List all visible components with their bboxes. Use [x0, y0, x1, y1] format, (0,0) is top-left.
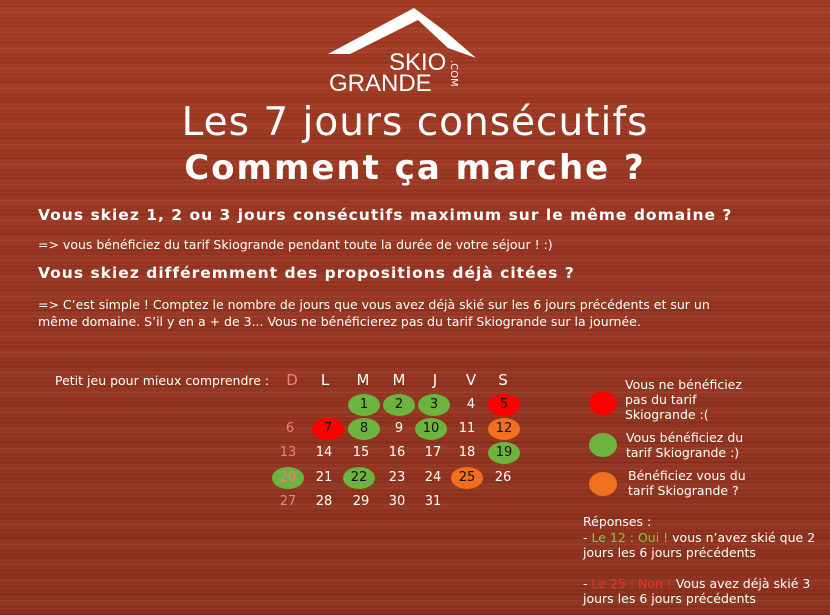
- legend-red-dot: [589, 391, 617, 415]
- calendar-day[interactable]: 11: [458, 421, 476, 436]
- day-header-s: S: [498, 371, 508, 389]
- day-header-l: L: [320, 371, 330, 389]
- answer-2: => C’est simple ! Comptez le nombre de jours que vous avez déjà skié sur les 6 jours précédents et sur un même domaine. S’il y en a + de 3... Vous ne bénéficierez pas du tarif Skiogrande sur la journée.: [38, 297, 710, 329]
- calendar-day[interactable]: 14: [315, 445, 333, 460]
- calendar-day[interactable]: 3: [418, 394, 450, 416]
- calendar-day[interactable]: 16: [388, 445, 406, 460]
- day-header-v: V: [465, 371, 477, 389]
- calendar-day[interactable]: 6: [285, 421, 295, 436]
- calendar-day[interactable]: 15: [352, 445, 370, 460]
- logo-text-skio: SKIO: [389, 49, 447, 76]
- response-2-prefix: -: [583, 575, 592, 591]
- calendar-day[interactable]: 8: [348, 418, 380, 440]
- question-2: Vous skiez différemment des propositions déjà citées ?: [38, 264, 575, 282]
- calendar-day[interactable]: 2: [383, 394, 415, 416]
- logo-text-grande: GRANDE: [329, 70, 432, 97]
- calendar-day[interactable]: 7: [312, 418, 344, 440]
- calendar-day[interactable]: 17: [424, 445, 442, 460]
- calendar-day[interactable]: 5: [488, 394, 520, 416]
- calendar-day[interactable]: 23: [388, 470, 406, 485]
- calendar-day[interactable]: 24: [424, 470, 442, 485]
- response-2: [583, 576, 830, 607]
- response-1-text: vous n’avez skié que 2 jours les 6 jours précédents: [583, 529, 816, 560]
- calendar-day[interactable]: 10: [415, 418, 447, 440]
- game-label: Petit jeu pour mieux comprendre :: [55, 373, 270, 388]
- calendar-day[interactable]: 4: [466, 397, 476, 412]
- legend-orange-dot: [589, 472, 617, 496]
- calendar-day[interactable]: 18: [458, 445, 476, 460]
- responses-title: Réponses :: [583, 514, 652, 529]
- calendar-day[interactable]: 13: [279, 445, 297, 460]
- calendar-day[interactable]: 19: [488, 442, 520, 464]
- day-header-m2: M: [392, 371, 406, 389]
- logo-text-com: .COM: [448, 60, 459, 87]
- response-1: [583, 530, 830, 561]
- day-header-d: D: [286, 371, 298, 389]
- calendar-day[interactable]: 26: [494, 470, 512, 485]
- response-2-key: Le 25 : Non !: [591, 575, 672, 591]
- calendar-day[interactable]: 22: [343, 467, 375, 489]
- responses-block: [583, 514, 830, 607]
- calendar-day[interactable]: 12: [488, 418, 520, 440]
- calendar-day[interactable]: 30: [388, 494, 406, 509]
- legend-green-dot: [589, 433, 617, 457]
- calendar-day[interactable]: 21: [315, 470, 333, 485]
- question-1: Vous skiez 1, 2 ou 3 jours consécutifs maximum sur le même domaine ?: [38, 206, 733, 224]
- response-2-text: Vous avez déjà skié 3 jours les 6 jours précédents: [583, 575, 811, 606]
- legend-red-text: Vous ne bénéficiez pas du tarif Skiogrande :(: [625, 377, 742, 422]
- calendar-day[interactable]: 27: [279, 494, 297, 509]
- calendar-day[interactable]: 9: [394, 421, 404, 436]
- calendar-day[interactable]: 31: [424, 494, 442, 509]
- page-subtitle: Comment ça marche ?: [184, 148, 646, 188]
- legend-orange-text: Bénéficiez vous du tarif Skiogrande ?: [628, 468, 746, 498]
- day-header-j: J: [432, 371, 438, 389]
- calendar-day[interactable]: 28: [315, 494, 333, 509]
- calendar-day[interactable]: 1: [348, 394, 380, 416]
- calendar-day[interactable]: 25: [451, 467, 483, 489]
- response-1-key: Le 12 : Oui !: [591, 529, 669, 545]
- calendar-day[interactable]: 20: [272, 467, 304, 489]
- day-header-m1: M: [356, 371, 370, 389]
- response-1-prefix: -: [583, 529, 592, 545]
- calendar-day[interactable]: 29: [352, 494, 370, 509]
- skiogrande-logo[interactable]: [326, 8, 476, 97]
- answer-1: => vous bénéficiez du tarif Skiogrande pendant toute la durée de votre séjour ! :): [38, 237, 553, 252]
- page-title: Les 7 jours consécutifs: [181, 100, 649, 145]
- legend-green-text: Vous bénéficiez du tarif Skiogrande :): [626, 430, 744, 460]
